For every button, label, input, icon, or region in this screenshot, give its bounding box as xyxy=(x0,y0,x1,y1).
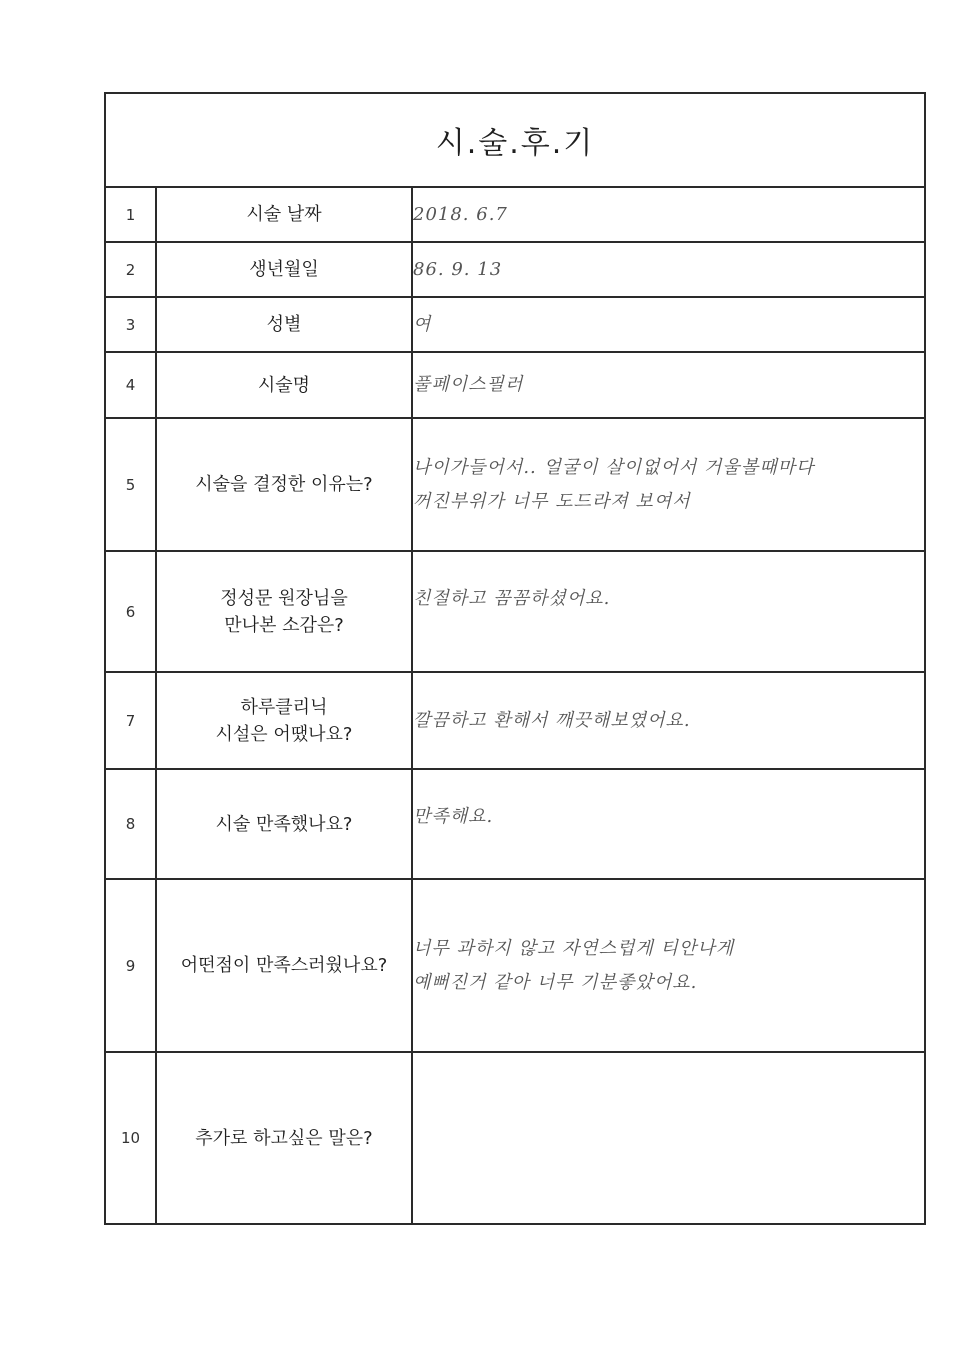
question-text: 추가로 하고싶은 말은? xyxy=(195,1127,373,1149)
answer-field[interactable] xyxy=(412,672,925,769)
handwritten-answer: 친절하고 꼼꼼하셨어요. xyxy=(413,588,611,609)
question-text: 시술명 xyxy=(257,374,311,396)
row-number: 4 xyxy=(105,352,156,418)
review-form-table xyxy=(104,92,926,1225)
question-label xyxy=(156,418,412,551)
form-title: 시.술.후.기 xyxy=(105,93,925,187)
answer-field[interactable] xyxy=(412,1052,925,1224)
question-text: 만나본 소감은? xyxy=(224,614,344,636)
handwritten-answer: 나이가들어서.. 얼굴이 살이없어서 거울볼때마다 xyxy=(413,456,815,478)
question-label xyxy=(156,297,412,352)
table-row xyxy=(105,1052,925,1224)
handwritten-answer: 꺼진부위가 너무 도드라져 보여서 xyxy=(413,490,691,512)
table-row xyxy=(105,242,925,297)
handwritten-answer: 깔끔하고 환해서 깨끗해보였어요. xyxy=(413,709,691,731)
row-number: 2 xyxy=(105,242,156,297)
table-row xyxy=(105,672,925,769)
handwritten-answer: 여 xyxy=(413,313,432,335)
question-text: 시술 날짜 xyxy=(246,204,322,225)
question-label xyxy=(156,352,412,418)
handwritten-answer: 2018. 6.7 xyxy=(413,203,508,225)
handwritten-answer: 풀페이스필러 xyxy=(413,374,524,395)
table-row xyxy=(105,418,925,551)
handwritten-answer: 너무 과하지 않고 자연스럽게 티안나게 xyxy=(413,937,735,959)
question-text: 시설은 어땠나요? xyxy=(215,723,353,745)
handwritten-answer: 86. 9. 13 xyxy=(413,258,503,280)
question-text: 어떤점이 만족스러웠나요? xyxy=(180,955,388,976)
question-label xyxy=(156,242,412,297)
table-row xyxy=(105,187,925,242)
title-row xyxy=(105,93,925,187)
question-text: 시술 만족했나요? xyxy=(215,813,353,835)
handwritten-answer: 예뻐진거 같아 너무 기분좋았어요. xyxy=(413,971,698,993)
answer-field[interactable] xyxy=(412,297,925,352)
question-label xyxy=(156,672,412,769)
answer-field[interactable] xyxy=(412,187,925,242)
table-row xyxy=(105,769,925,879)
row-number: 1 xyxy=(105,187,156,242)
row-number: 8 xyxy=(105,769,156,879)
table-row xyxy=(105,297,925,352)
row-number: 5 xyxy=(105,418,156,551)
question-label xyxy=(156,551,412,672)
row-number: 6 xyxy=(105,551,156,672)
question-text: 정성문 원장님을 xyxy=(220,587,348,609)
question-label xyxy=(156,769,412,879)
table-row xyxy=(105,352,925,418)
answer-field[interactable] xyxy=(412,769,925,879)
question-text: 성별 xyxy=(266,314,302,335)
question-label xyxy=(156,879,412,1052)
question-text: 생년월일 xyxy=(249,259,319,280)
row-number: 7 xyxy=(105,672,156,769)
handwritten-answer: 만족해요. xyxy=(413,806,494,827)
row-number: 3 xyxy=(105,297,156,352)
answer-field[interactable] xyxy=(412,551,925,672)
question-text: 시술을 결정한 이유는? xyxy=(195,474,373,495)
answer-field[interactable] xyxy=(412,418,925,551)
row-number: 9 xyxy=(105,879,156,1052)
question-label xyxy=(156,187,412,242)
answer-field[interactable] xyxy=(412,879,925,1052)
question-text: 하루클리닉 xyxy=(240,696,328,718)
table-row xyxy=(105,551,925,672)
answer-field[interactable] xyxy=(412,352,925,418)
question-label xyxy=(156,1052,412,1224)
table-row xyxy=(105,879,925,1052)
answer-field[interactable] xyxy=(412,242,925,297)
row-number: 10 xyxy=(105,1052,156,1224)
